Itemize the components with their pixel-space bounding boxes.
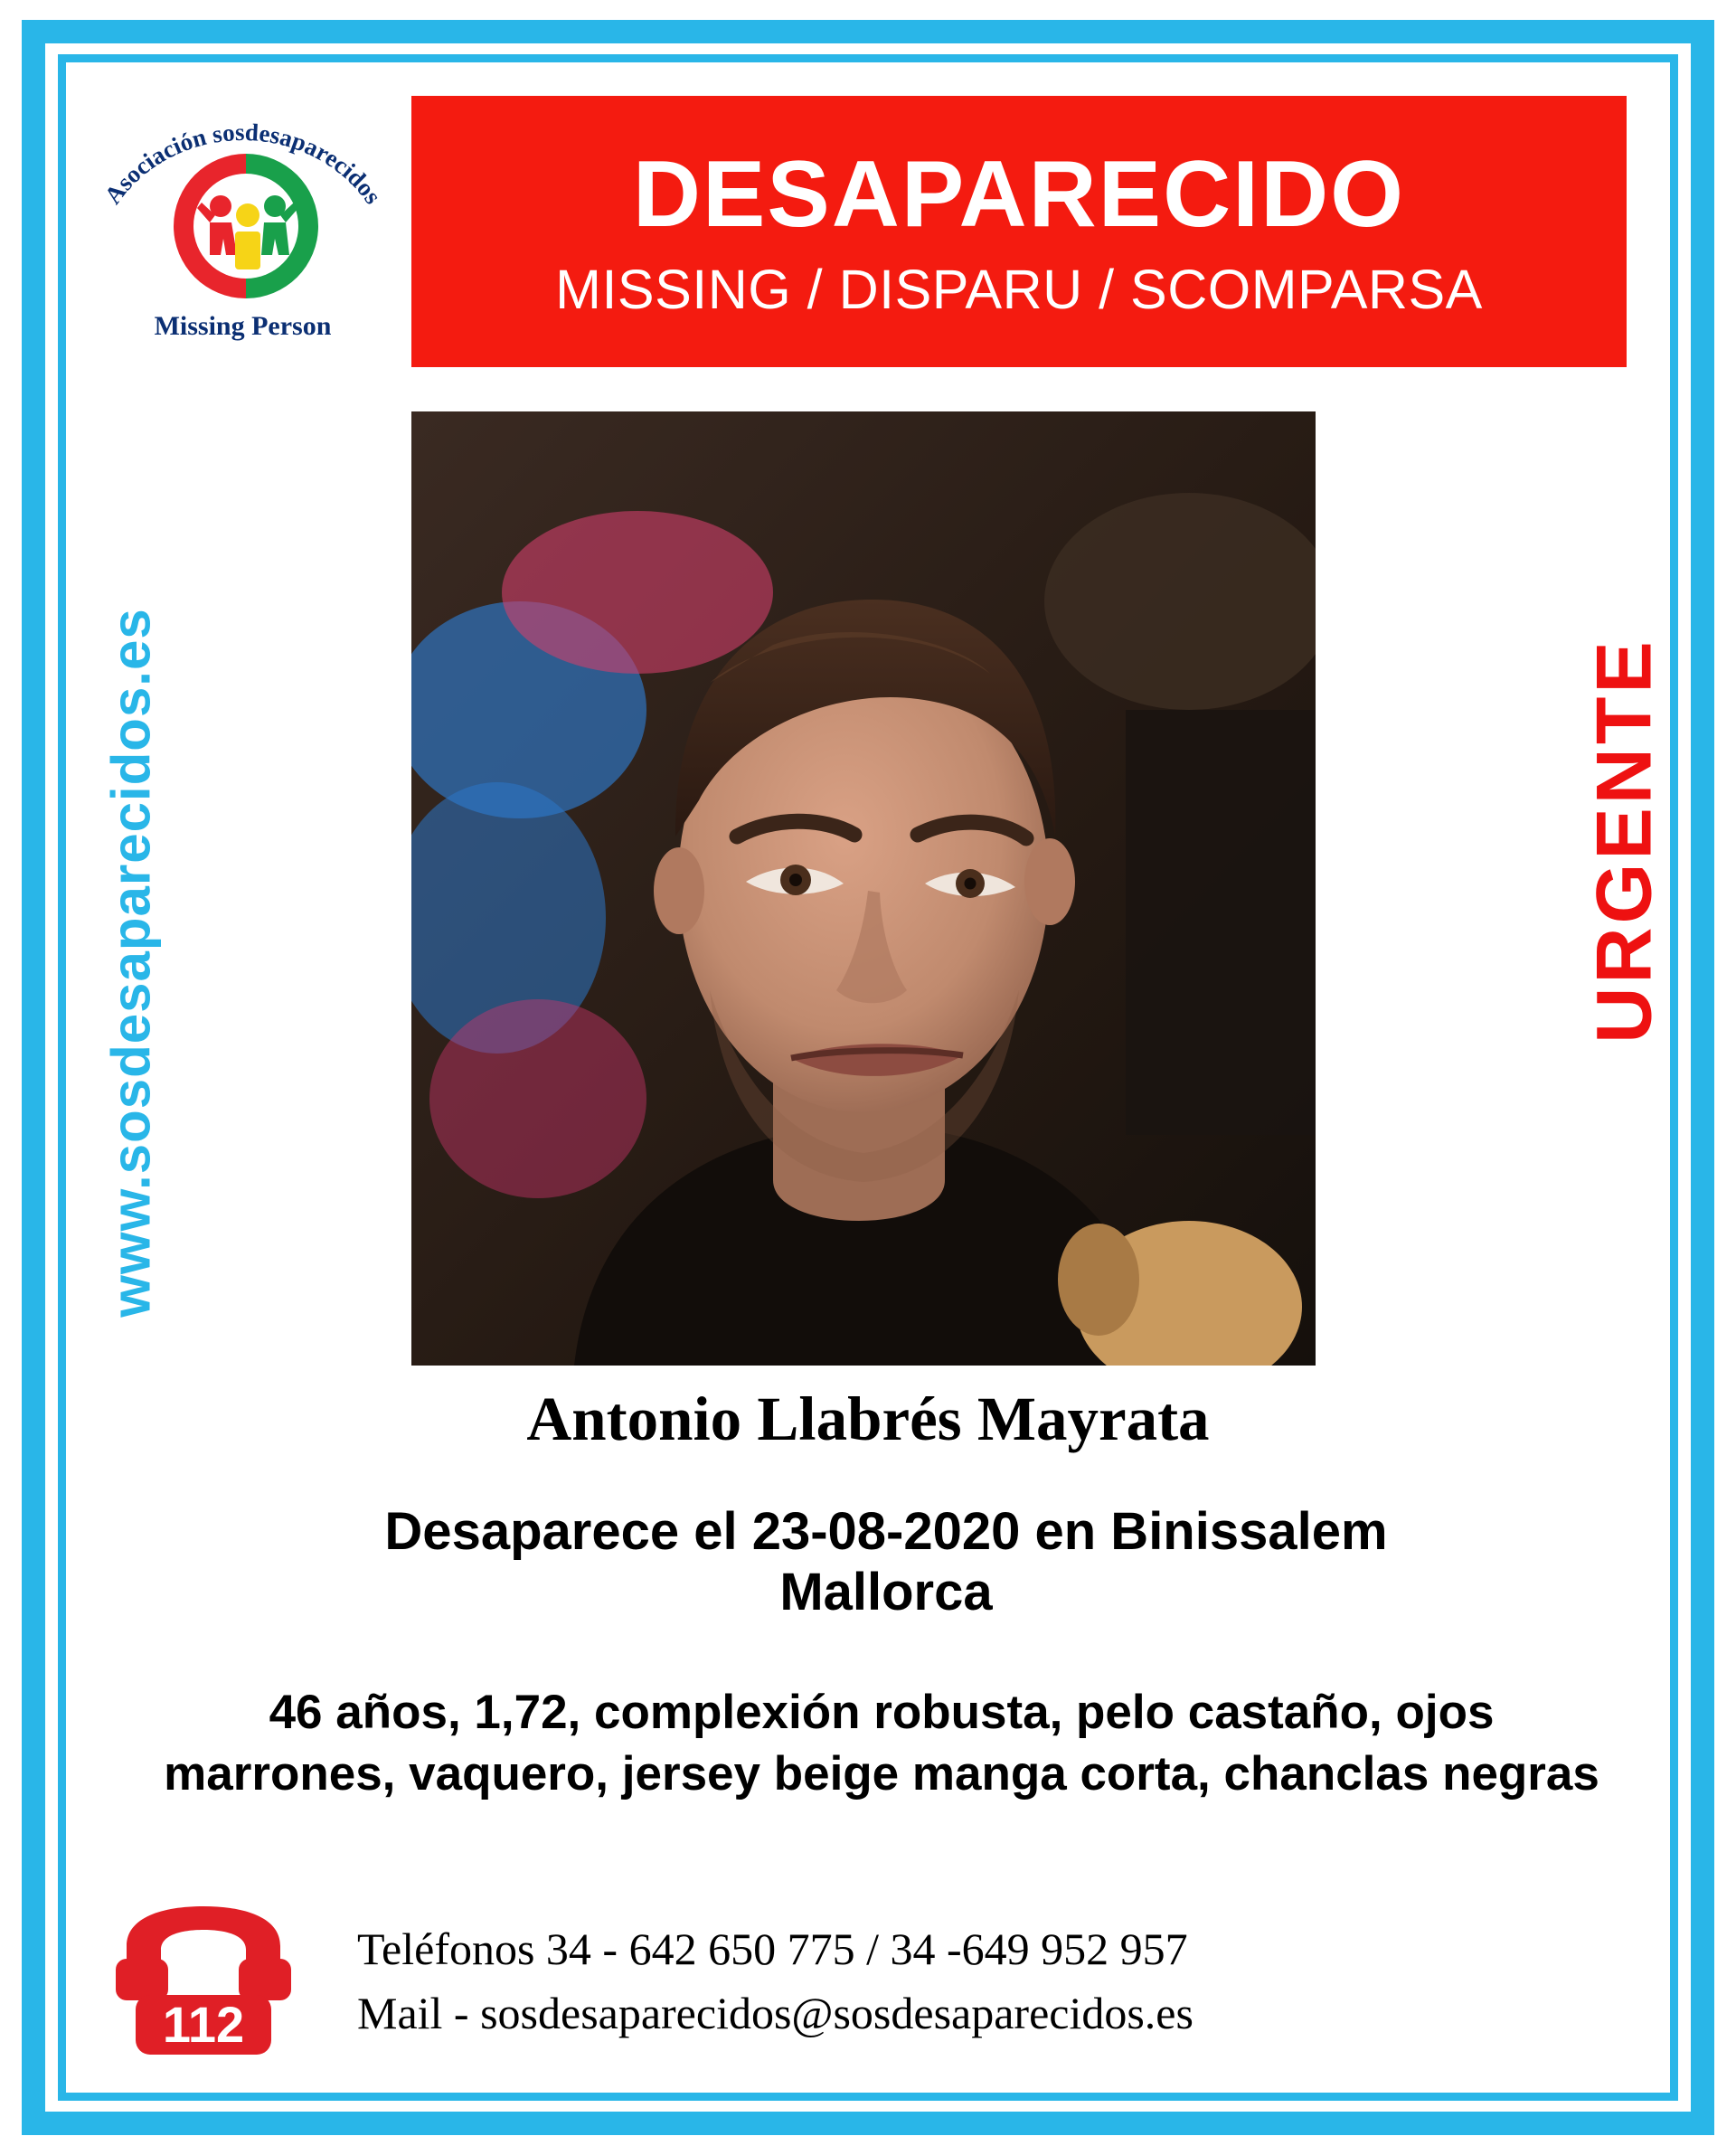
disappearance-info xyxy=(163,1501,1609,1623)
missing-person-icon xyxy=(170,150,322,302)
emergency-phone-icon xyxy=(108,1899,298,2062)
contact-details xyxy=(357,1917,1655,2046)
contact-phones: Teléfonos 34 - 642 650 775 / 34 -649 952 957 xyxy=(357,1923,1188,1974)
contact-mail: Mail - sosdesaparecidos@sosdesaparecidos.es xyxy=(357,1988,1194,2038)
missing-banner xyxy=(411,96,1627,367)
emergency-number-text: 112 xyxy=(162,1996,245,2053)
website-url: www.sosdesaparecidos.es xyxy=(100,608,162,1318)
physical-description xyxy=(136,1682,1628,1805)
description-line-2: marrones, vaquero, jersey beige manga corta, chanclas negras xyxy=(164,1746,1599,1801)
organization-logo xyxy=(87,101,399,373)
disappearance-line-1: Desaparece el 23-08-2020 en Binissalem xyxy=(384,1502,1388,1561)
arc-text-path: Asociación sosdesaparecidos xyxy=(99,118,387,209)
disappearance-line-2: Mallorca xyxy=(779,1563,993,1622)
banner-title: DESAPARECIDO xyxy=(632,142,1406,247)
urgent-label: URGENTE xyxy=(1580,638,1668,1044)
organization-caption: Missing Person xyxy=(154,311,332,341)
description-line-1: 46 años, 1,72, complexión robusta, pelo castaño, ojos xyxy=(269,1686,1495,1739)
person-name: Antonio Llabrés Mayrata xyxy=(526,1385,1210,1453)
person-photo xyxy=(411,411,1316,1366)
banner-subtitle: MISSING / DISPARU / SCOMPARSA xyxy=(555,259,1483,320)
